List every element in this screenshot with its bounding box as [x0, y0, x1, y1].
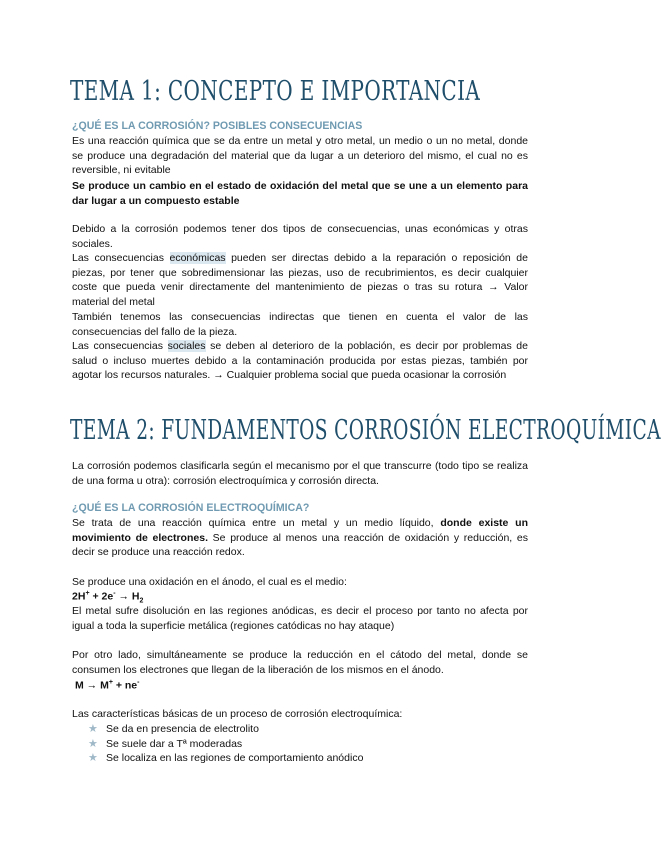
formula-metal — [75, 679, 140, 692]
tema1-subtitle: ¿QUÉ ES LA CORROSIÓN? POSIBLES CONSECUENCIAS — [72, 120, 363, 132]
text-span: Se trata de una reacción química entre un metal y un medio líquido, — [72, 517, 441, 529]
list-item-text: Se da en presencia de electrolito — [106, 723, 259, 735]
list-item-text: Se localiza en las regiones de comportamiento anódico — [106, 752, 364, 765]
tema1-paragraph-economic — [72, 251, 528, 309]
star-bullet-icon: ★ — [88, 752, 98, 765]
list-item — [88, 737, 363, 752]
formula-part: → H — [115, 590, 140, 603]
text-span: pueden ser directas debido a la reparación o reposición de piezas, por tener que sobredimensionar las piezas, uso de recubrimientos, es decir cualquier coste que pueda venir directamente del mantenimiento de piezas o tras su rotura → Valor material del metal — [72, 252, 528, 308]
tema2-paragraph-characteristics: Las características básicas de un proceso de corrosión electroquímica: — [72, 708, 403, 720]
tema1-paragraph-social — [72, 339, 528, 383]
formula-sup: - — [113, 590, 116, 597]
tema1-title: TEMA 1: CONCEPTO E IMPORTANCIA — [70, 76, 481, 107]
formula-sup: + — [108, 679, 113, 686]
formula-part: M → M — [75, 679, 109, 692]
tema1-paragraph-definition: Es una reacción química que se da entre un metal y otro metal, un medio o un no metal, donde se produce una degradación del material que da lugar a un deterioro del mismo, el cual no es reversible, ni evitable — [72, 135, 528, 177]
tema2-title: TEMA 2: FUNDAMENTOS CORROSIÓN ELECTROQUÍMICA — [70, 415, 661, 446]
tema2-paragraph-reduction: Por otro lado, simultáneamente se produce la reducción en el cátodo del metal, donde se consumen los electrones que llegan de la liberación de los mismos en el ánodo. — [72, 649, 528, 676]
highlight-sociales: sociales — [167, 340, 206, 352]
formula-sub: 2 — [139, 597, 144, 605]
formula-part: + ne — [112, 679, 138, 692]
characteristics-list — [88, 722, 363, 766]
list-item — [88, 751, 363, 766]
formula-part: 2H — [72, 590, 86, 603]
text-span: Se produce al menos una reacción de oxidación y reducción, es decir se produce una reacción redox. — [72, 531, 528, 559]
tema1-paragraph-indirect: También tenemos las consecuencias indirectas que tienen en cuenta el valor de las consecuencias del fallo de la pieza. — [72, 311, 528, 338]
list-item-text: Se suele dar a Tª moderadas — [106, 737, 243, 750]
tema2-paragraph-definition — [72, 516, 528, 560]
list-item — [88, 722, 363, 737]
tema2-paragraph-anodic: El metal sufre disolución en las regiones anódicas, es decir el proceso por tanto no afecta por igual a toda la superficie metálica (regiones catódicas no hay ataque) — [72, 605, 528, 632]
star-bullet-icon: ★ — [88, 737, 98, 750]
bold-span: donde existe un movimiento de electrones. — [72, 517, 528, 544]
tema2-paragraph-classification: La corrosión podemos clasificarla según el mecanismo por el que transcurre (todo tipo se realiza de una forma u otra): corrosión electroquímica y corrosión directa. — [72, 460, 528, 487]
tema2-subtitle: ¿QUÉ ES LA CORROSIÓN ELECTROQUÍMICA? — [72, 502, 310, 514]
highlight-economicas: económicas — [169, 252, 226, 264]
tema1-paragraph-consequences: Debido a la corrosión podemos tener dos tipos de consecuencias, unas económicas y otras sociales. — [72, 223, 528, 250]
text-span: Las consecuencias — [72, 340, 168, 352]
formula-sup: + — [85, 590, 90, 597]
text-span: se deben al deterioro de la población, es decir por problemas de salud o incluso muertes debido a la contaminación producida por estas piezas, también por agotar los recursos naturales. → Cualquier problema social que pueda ocasionar la corrosión — [72, 340, 528, 382]
star-bullet-icon: ★ — [88, 723, 98, 735]
tema2-paragraph-oxidation: Se produce una oxidación en el ánodo, el cual es el medio: — [72, 576, 347, 588]
tema1-paragraph-bold: Se produce un cambio en el estado de oxidación del metal que se une a un elemento para dar lugar a un compuesto estable — [72, 180, 528, 207]
formula-hydrogen — [72, 590, 143, 605]
formula-part: + 2e — [89, 590, 114, 603]
formula-sup: - — [137, 679, 140, 686]
text-span: Las consecuencias — [72, 252, 170, 264]
